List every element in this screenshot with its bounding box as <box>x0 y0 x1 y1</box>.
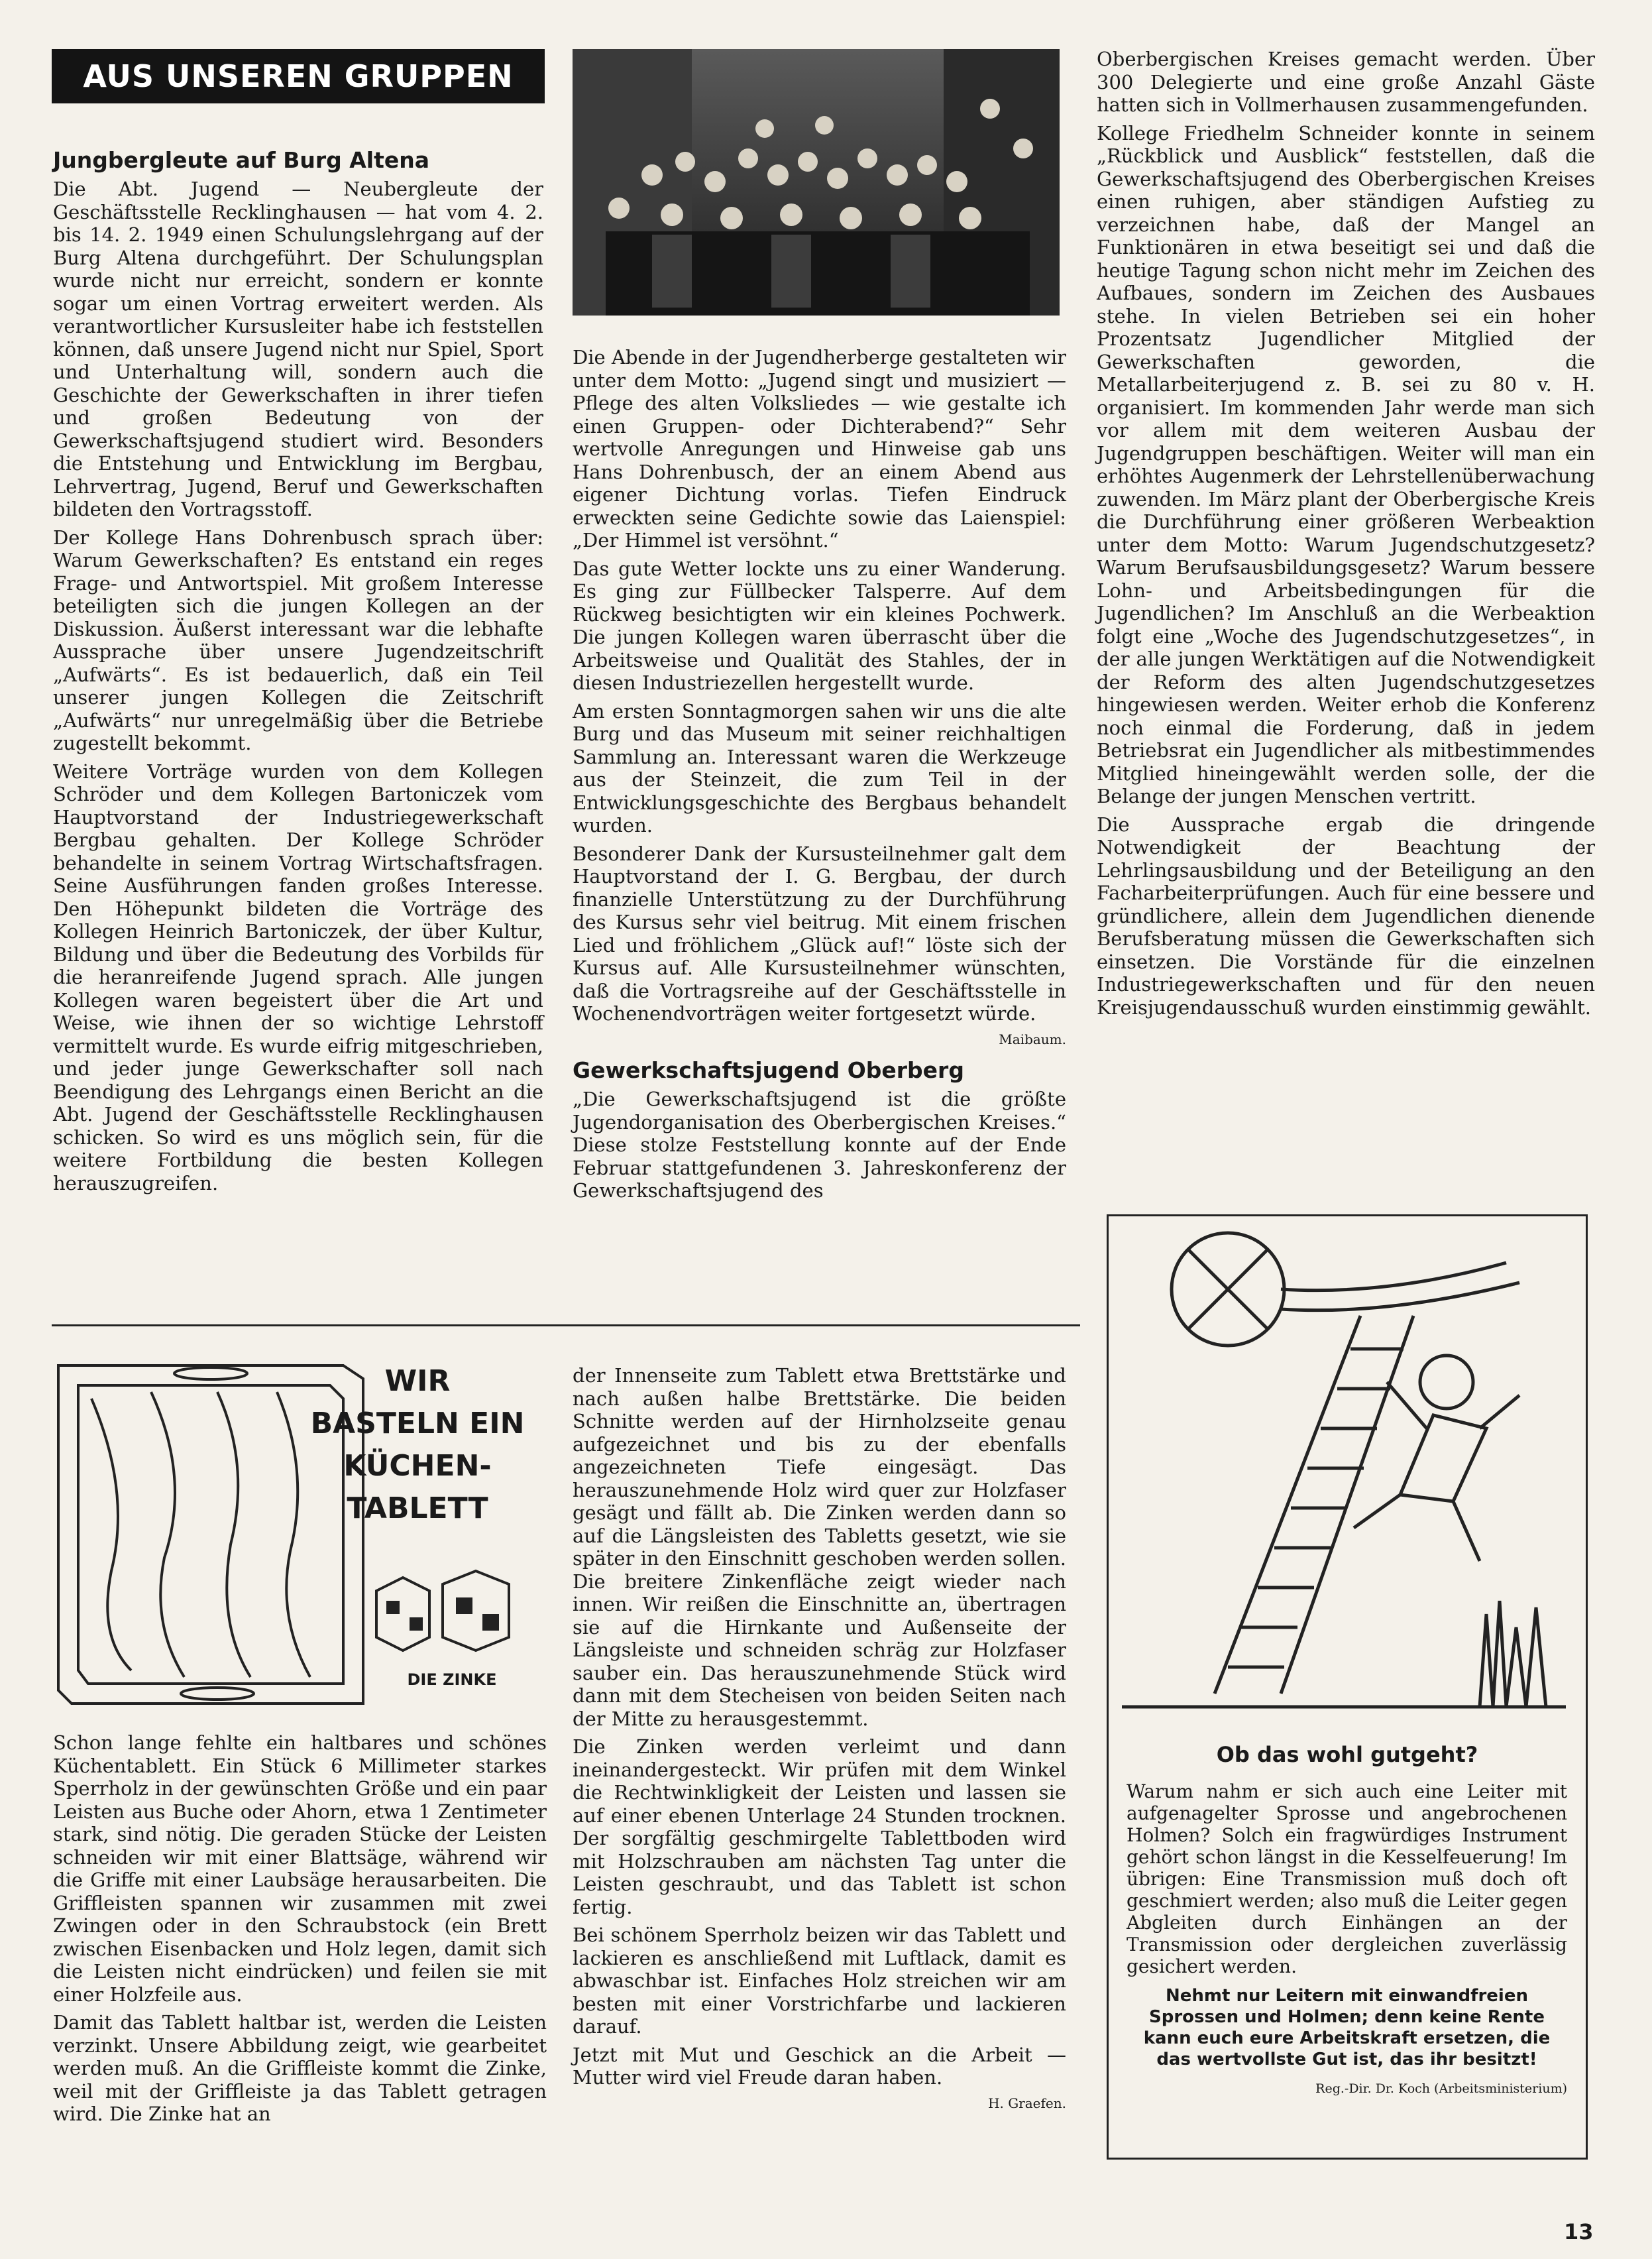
zinke-icon <box>376 1571 509 1651</box>
article-paragraph: Besonderer Dank der Kursusteilnehmer galt dem Hauptvorstand der I. G. Bergbau, der durch finanzielle Unterstützung zu der Durchführung des Kursus sehr viel beitrug. Mit einem frischen Lied und fröhlichem „Glück auf!“ löste sich der Kursus auf. Alle Kursusteilnehmer wünschten, daß die Vortragsreihe auf der Geschäftsstelle in Wochenendvorträgen weiter fortgesetzt würde. <box>573 842 1066 1025</box>
cartoon-text <box>1127 1780 1567 2108</box>
article-paragraph: Damit das Tablett haltbar ist, werden die Leisten verzinkt. Unsere Abbildung zeigt, wie gearbeitet werden muß. An die Griffleiste kommt die Zinke, weil mit der Griffleiste ja das Tablett getragen wird. Die Zinke hat an <box>53 2011 547 2125</box>
article-paragraph: Weitere Vorträge wurden von dem Kollegen Schröder und dem Kollegen Bartoniczek vom Hauptvorstand der Industriegewerkschaft Bergbau gehalten. Der Kollege Schröder behandelte in seinem Vortrag Wirtschaftsfragen. Seine Ausführungen fanden großes Interesse. Den Höhepunkt bildeten die Vorträge des Kollegen Heinrich Bartoniczek, der über Kultur, Bildung und über die Bedeutung des Vorbilds für die heranreifende Jugend sprach. Alle jungen Kollegen waren begeistert über die Art und Weise, wie ihnen der so wichtige Lehrstoff vermittelt wurde. Es wurde eifrig mitgeschrieben, und jeder junge Gewerkschafter soll nach Beendigung des Lehrgangs einen Bericht an die Abt. Jugend der Geschäftsstelle Recklinghausen schicken. So wird es uns möglich sein, für die weitere Fortbildung die besten Kollegen herauszugreifen. <box>53 760 543 1194</box>
ladder-cartoon-drawing <box>1109 1216 1582 1733</box>
article-paragraph: Am ersten Sonntagmorgen sahen wir uns die alte Burg und das Museum mit seiner reichhaltigen Sammlung an. Interessant waren die Werkzeuge aus der Steinzeit, die zum Teil in der Entwicklungsgeschichte des Bergbaus behandelt wurden. <box>573 699 1066 837</box>
article-paragraph: Das gute Wetter lockte uns zu einer Wanderung. Es ging zur Füllbecker Talsperre. Auf dem Rückweg besichtigten wir ein kleines Pochwerk. Die jungen Kollegen waren überrascht über die Arbeitsweise und Qualität des Stahles, der in diesen Industriezellen hergestellt wurde. <box>573 557 1066 694</box>
column-left-bottom <box>53 1731 547 2131</box>
article-title-jungbergleute: Jungbergleute auf Burg Altena <box>53 147 430 173</box>
group-photo <box>573 49 1060 316</box>
article-paragraph: Jetzt mit Mut und Geschick an die Arbeit — Mutter wird viel Freude daran haben. <box>573 2043 1066 2089</box>
article-paragraph: Die Zinken werden verleimt und dann ineinandergesteckt. Wir prüfen mit dem Winkel die Rechtwinkligkeit der Leisten und lassen sie auf einer ebenen Unterlage 24 Stunden trocknen. Der sorgfältig geschmirgelte Tablettboden wird mit Holzschrauben am nächsten Tag unter die Leisten geschraubt, und das Tablett ist schon fertig. <box>573 1735 1066 1918</box>
column-right-top <box>1097 48 1595 1024</box>
tray-article-title <box>308 1360 527 1530</box>
tray-title-line: BASTELN EIN <box>310 1407 525 1440</box>
article-signature: H. Graefen. <box>988 2095 1066 2111</box>
article-paragraph: Kollege Friedhelm Schneider konnte in seinem „Rückblick und Ausblick“ feststellen, daß die Gewerkschaftsjugend des Oberbergischen Kreises einen ruhigen, aber ständigen Aufstieg zu verzeichnen habe, daß der Mangel an Funktionären in etwa beseitigt sei und daß die heutige Tagung schon nicht mehr im Zeichen des Aufbaues, sondern im Zeichen des Ausbaues stehe. In vielen Betrieben sei ein hoher Prozentsatz Jugendlicher Mitglied der Gewerkschaften geworden, die Metallarbeiterjugend z. B. sei zu 80 v. H. organisiert. Im kommenden Jahr werde man sich vor allem mit dem weiteren Ausbau der Jugendgruppen beschäftigen. Weiter will man ein erhöhtes Augenmerk der Lehrstellenüberwachung zuwenden. Im März plant der Oberbergische Kreis die Durchführung einer größeren Werbeaktion unter dem Motto: Warum Jugendschutzgesetz? Warum Berufsausbildungsgesetz? Warum bessere Lohn- und Arbeitsbedingungen für die Jugendlichen? Im Anschluß an die Werbeaktion folgt eine „Woche des Jugendschutzgesetzes“, in der alle jungen Werktätigen auf die Notwendigkeit der Reform des alten Jugendschutzgesetzes hingewiesen werden. Weiter erhob die Konferenz noch einmal die Forderung, daß in jedem Betriebsrat ein Jugendlicher als mitbestimmendes Mitglied hineingewählt werden solle, der die Belange der jungen Menschen vertritt. <box>1097 121 1595 807</box>
tray-title-line: TABLETT <box>347 1491 488 1525</box>
column-left-top <box>53 141 543 1200</box>
article-title-oberberg: Gewerkschaftsjugend Oberberg <box>573 1057 964 1083</box>
page-number: 13 <box>1564 2219 1594 2244</box>
article-paragraph: Die Aussprache ergab die dringende Notwendigkeit der Beachtung der Lehrlingsausbildung und der Beteiligung an den Facharbeiterprüfungen. Auch für eine bessere und gründlichere, allein dem Jugendlichen dienende Berufsberatung müssen die Gewerkschaften sich einsetzen. Die Vorstände für die einzelnen Industriegewerkschaften und für den neuen Kreisjugendausschuß wurden einstimmig gewählt. <box>1097 813 1595 1019</box>
article-paragraph: Schon lange fehlte ein haltbares und schönes Küchentablett. Ein Stück 6 Millimeter starkes Sperrholz in der gewünschten Größe und ein paar Leisten aus Buche oder Ahorn, etwa 1 Zentimeter stark, sind nötig. Die geraden Stücke der Leisten schneiden wir mit einer Blattsäge, während wir die Griffe mit einer Laubsäge herausarbeiten. Die Griffleisten spannen wir zusammen mit zwei Zwingen oder in den Schraubstock (ein Brett zwischen Eisenbacken und Holz legen, damit sich die Leisten nicht eindrücken) und feilen sie mit einer Holzfeile aus. <box>53 1731 547 2006</box>
box-signature: Reg.-Dir. Dr. Koch (Arbeitsministerium) <box>1315 2081 1567 2096</box>
column-middle-bottom <box>573 1364 1066 2120</box>
article-paragraph: Die Abt. Jugend — Neubergleute der Geschäftsstelle Recklinghausen — hat vom 4. 2. bis 14. 2. 1949 einen Schulungslehrgang auf der Burg Altena durchgeführt. Der Schulungsplan wurde nicht nur erreicht, sondern er konnte sogar um einen Vortrag erweitert werden. Als verantwortlicher Kursusleiter habe ich feststellen können, daß unsere Jugend nicht nur Spiel, Sport und Unterhaltung will, sondern auch die Geschichte der Gewerkschaften in ihrer tiefen und großen Bedeutung von der Gewerkschaftsjugend studiert wird. Besonders die Entstehung und Entwicklung im Bergbau, Lehrvertrag, Jugend, Beruf und Gewerkschaften bildeten den Vortragsstoff. <box>53 178 543 520</box>
group-photo-image <box>573 49 1060 316</box>
article-paragraph: Die Abende in der Jugendherberge gestalteten wir unter dem Motto: „Jugend singt und musiziert — Pflege des alten Volksliedes — wie gestalte ich einen Gruppen- oder Dichterabend?“ Sehr wertvolle Anregungen und Hinweise gab uns Hans Dohrenbusch, der an einem Abend aus eigener Dichtung vorlas. Tiefen Eindruck erweckten seine Gedichte sowie das Laienspiel: „Der Himmel ist versöhnt.“ <box>573 346 1066 551</box>
box-paragraph: Warum nahm er sich auch eine Leiter mit aufgenagelter Sprosse und angebrochenen Holmen? Solch ein fragwürdiges Instrument gehört schon längst in die Kesselfeuerung! Im übrigen: Eine Transmission muß doch oft geschmiert werden; also muß die Leiter gegen Abgleiten durch Einhängen an der Transmission oder dergleichen zuverlässig gesichert werden. <box>1127 1780 1567 1977</box>
section-header <box>52 49 545 103</box>
box-bold-warning: Nehmt nur Leitern mit einwandfreien Sprossen und Holmen; denn keine Rente kann euch eure Arbeitskraft ersetzen, die das wertvollste Gut ist, das ihr besitzt! <box>1143 1986 1551 2069</box>
cartoon-caption: Ob das wohl gutgeht? <box>1216 1742 1478 1767</box>
article-paragraph: Oberbergischen Kreises gemacht werden. Über 300 Delegierte und eine große Anzahl Gäste hatten sich in Vollmerhausen zusammengefunden. <box>1097 48 1595 116</box>
tray-title-line: KÜCHEN- <box>343 1449 492 1483</box>
column-middle-top <box>573 346 1066 1208</box>
figure-label-zinke: DIE ZINKE <box>407 1670 497 1689</box>
tray-title-line: WIR <box>384 1364 451 1398</box>
section-header-text: AUS UNSEREN GRUPPEN <box>83 58 514 94</box>
section-divider <box>52 1324 1080 1326</box>
article-signature: Maibaum. <box>999 1031 1066 1047</box>
article-paragraph: „Die Gewerkschaftsjugend ist die größte Jugendorganisation des Oberbergischen Kreises.“ Diese stolze Feststellung konnte auf der Ende Februar stattgefundenen 3. Jahreskonferenz der Gewerkschaftsjugend des <box>573 1088 1066 1202</box>
article-paragraph: der Innenseite zum Tablett etwa Brettstärke und nach außen halbe Brettstärke. Die beiden Schnitte werden auf der Hirnholzseite genau aufgezeichnet und bis zu der ebenfalls angezeichneten Tiefe eingesägt. Das herauszunehmende Holz wird quer zur Holzfaser gesägt und fällt ab. Die Zinken werden dann so auf die Längsleisten des Tabletts gesetzt, wie sie später in den Einschnitt geschoben werden sollen. Die breitere Zinkenfläche zeigt wieder nach innen. Wir reißen die Einschnitte an, übertragen sie auf die Hirnkante und Außenseite der Längsleiste und schneiden schräg zur Holzfaser sauber ein. Das herauszunehmende Stück wird dann mit dem Stecheisen von beiden Seiten nach der Mitte zu herausgestemmt. <box>573 1364 1066 1730</box>
article-paragraph: Der Kollege Hans Dohrenbusch sprach über: Warum Gewerkschaften? Es entstand ein reges Frage- und Antwortspiel. Mit großem Interesse beteiligten sich die jungen Kollegen an der Diskussion. Äußerst interessant war die lebhafte Aussprache über unsere Jugendzeitschrift „Aufwärts“. Es ist bedauerlich, daß ein Teil unserer jungen Kollegen die Zeitschrift „Aufwärts“ nur unregelmäßig über die Betriebe zugestellt bekommt. <box>53 526 543 754</box>
article-paragraph: Bei schönem Sperrholz beizen wir das Tablett und lackieren es anschließend mit Luftlack, damit es abwaschbar ist. Einfaches Holz streichen wir am besten mit einer Vorstrichfarbe und lackieren darauf. <box>573 1924 1066 2038</box>
